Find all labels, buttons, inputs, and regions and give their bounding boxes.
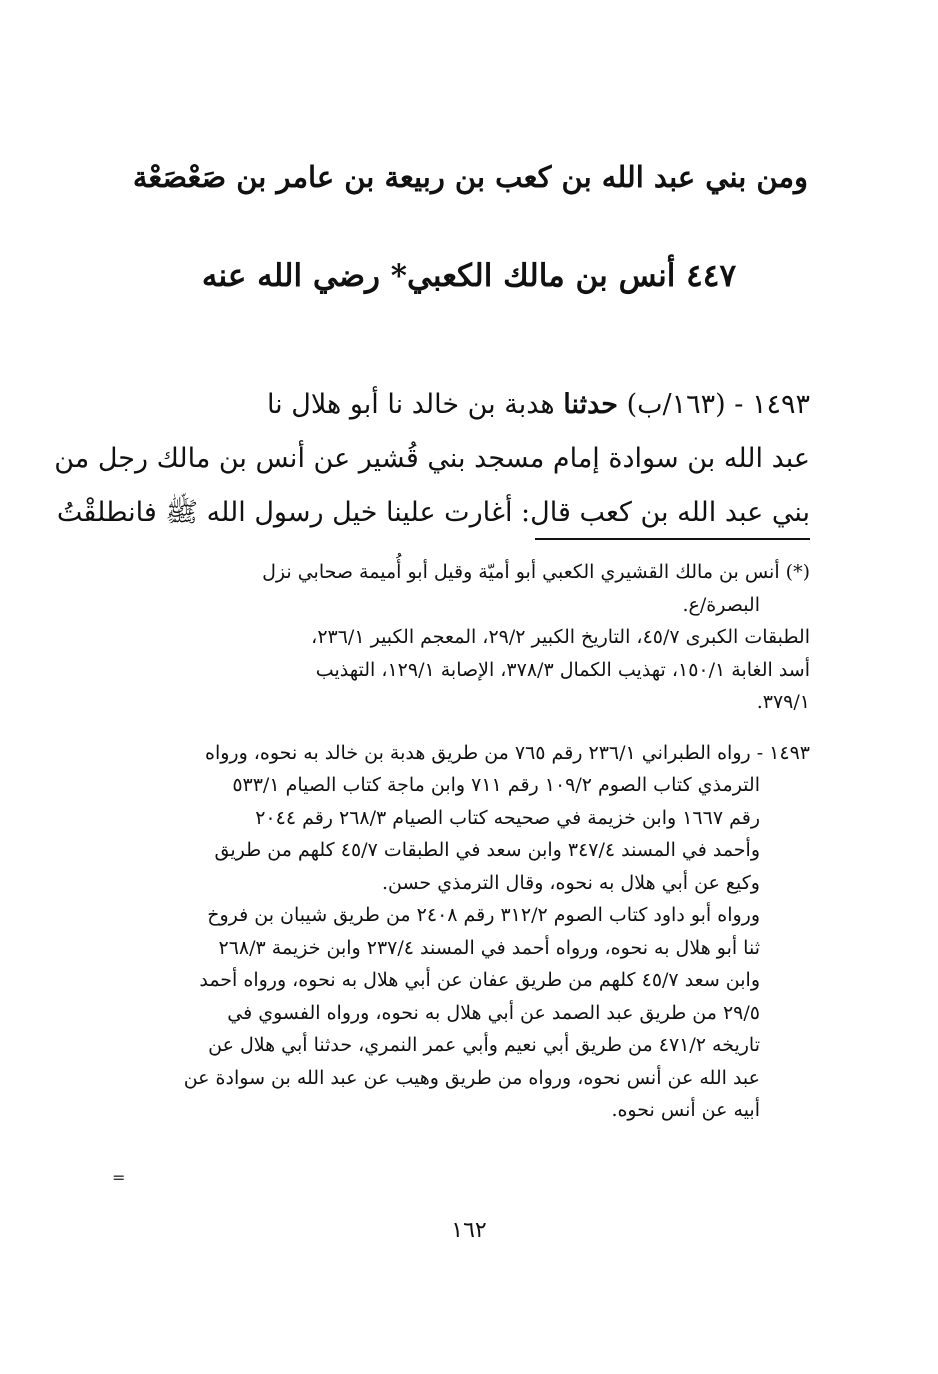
- entry-heading: ٤٤٧ أنس بن مالك الكعبي* رضي الله عنه: [201, 258, 737, 294]
- footnote-line: تاريخه ٤٧١/٢ من طريق أبي نعيم وأبي عمر النمري، حدثنا أبي هلال عن: [208, 1034, 760, 1056]
- footnote-line: الطبقات الكبرى ٤٥/٧، التاريخ الكبير ٢٩/٢، المعجم الكبير ٢٣٦/١،: [311, 626, 810, 648]
- hadith-line-rest: هدبة بن خالد نا أبو هلال نا: [266, 389, 564, 420]
- footnote-line: ورواه أبو داود كتاب الصوم ٣١٢/٢ رقم ٢٤٠٨ من طريق شيبان بن فروخ: [207, 904, 760, 926]
- footnote-line: ٢٩/٥ من طريق عبد الصمد عن أبي هلال به نحوه، ورواه الفسوي في: [227, 1001, 760, 1024]
- footnote-line: ثنا أبو هلال به نحوه، ورواه أحمد في المسند ٢٣٧/٤ وابن خزيمة ٢٦٨/٣: [218, 936, 760, 959]
- hadith-footnote: [128, 737, 810, 1127]
- footnote-line: ١٤٩٣ - رواه الطبراني ٢٣٦/١ رقم ٧٦٥ من طريق هدبة بن خالد به نحوه، ورواه: [204, 741, 810, 764]
- section-heading: ومن بني عبد الله بن كعب بن ربيعة بن عامر بن صَعْصَعْة: [132, 160, 808, 194]
- footnote-line: أبيه عن أنس نحوه.: [611, 1099, 760, 1121]
- page-number: ١٦٢: [451, 1218, 487, 1243]
- footnote-line: ٣٧٩/١.: [756, 691, 810, 713]
- footnote-line: البصرة/ع.: [682, 593, 760, 616]
- hadith-line: بني عبد الله بن كعب قال: أغارت علينا خيل رسول الله ﷺ فانطلقْتُ: [56, 497, 810, 528]
- hadith-keyword: حدثنا: [563, 389, 618, 420]
- footnote-line: وكيع عن أبي هلال به نحوه، وقال الترمذي حسن.: [381, 871, 760, 894]
- footnotes: [128, 556, 810, 1145]
- hadith-text: [54, 378, 810, 540]
- footnote-line: الترمذي كتاب الصوم ١٠٩/٢ رقم ٧١١ وابن ماجة كتاب الصيام ٥٣٣/١: [232, 774, 760, 796]
- footnote-line: أسد الغابة ١٥٠/١، تهذيب الكمال ٣٧٨/٣، الإصابة ١٢٩/١، التهذيب: [315, 658, 810, 681]
- biography-footnote: [128, 556, 810, 719]
- footnote-line: وأحمد في المسند ٣٤٧/٤ وابن سعد في الطبقات ٤٥/٧ كلهم من طريق: [214, 839, 760, 861]
- hadith-line: [128, 378, 810, 432]
- hadith-number: ١٤٩٣ - (١٦٣/ب): [618, 389, 810, 420]
- footnote-divider: [535, 538, 810, 540]
- footnote-line: عبد الله عن أنس نحوه، ورواه من طريق وهيب عن عبد الله بن سوادة عن: [183, 1066, 760, 1089]
- continuation-mark: =: [112, 1168, 126, 1187]
- footnote-line: (*) أنس بن مالك القشيري الكعبي أبو أميّة وقيل أبو أُميمة صحابي نزل: [262, 561, 810, 583]
- hadith-line: عبد الله بن سوادة إمام مسجد بني قُشير عن أنس بن مالك رجل من: [54, 443, 810, 474]
- footnote-line: رقم ١٦٦٧ وابن خزيمة في صحيحه كتاب الصيام ٢٦٨/٣ رقم ٢٠٤٤: [255, 806, 760, 829]
- footnote-line: وابن سعد ٤٥/٧ كلهم من طريق عفان عن أبي هلال به نحوه، ورواه أحمد: [199, 969, 760, 991]
